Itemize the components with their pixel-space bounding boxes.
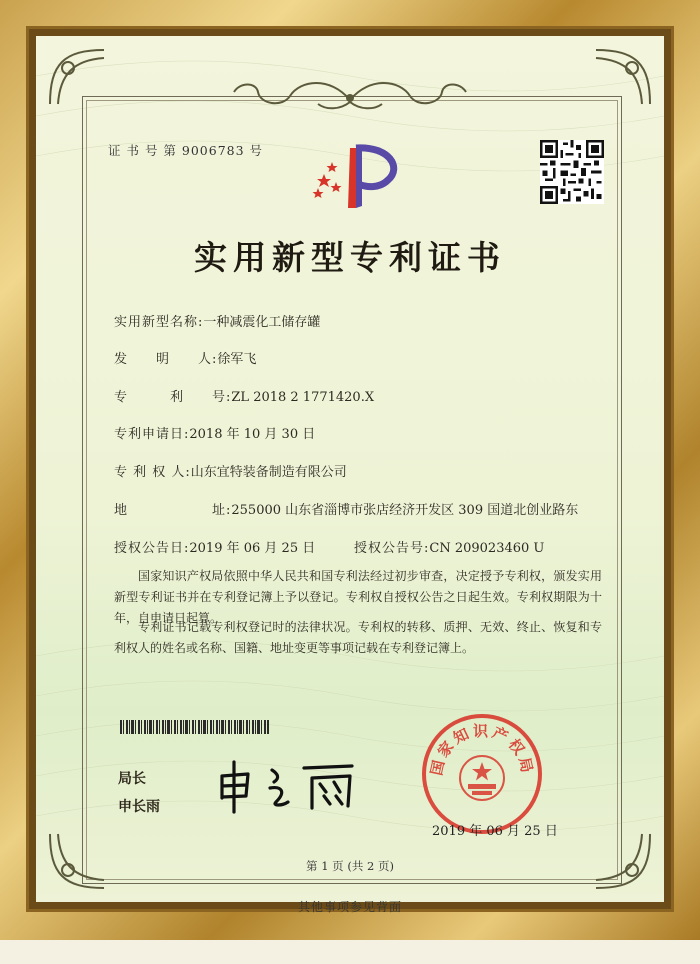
field-label: 发 明 人: bbox=[114, 352, 218, 367]
field-value: 2019 年 06 月 25 日 bbox=[189, 541, 316, 556]
field-grant-announcement-number bbox=[354, 537, 544, 556]
director-name: 申长雨 bbox=[118, 799, 160, 815]
field-value: ZL 2018 2 1771420.X bbox=[231, 390, 375, 405]
field-label: 专利申请日: bbox=[114, 427, 190, 442]
field-address bbox=[114, 499, 578, 518]
field-label: 地 址: bbox=[114, 503, 232, 518]
seal-text: 国家知识产权局 bbox=[427, 722, 537, 778]
field-patentee bbox=[114, 461, 347, 480]
director-title: 局长 bbox=[118, 771, 146, 787]
field-value: 255000 山东省淄博市张店经济开发区 309 国道北创业路东 bbox=[231, 503, 579, 518]
corner-ornament-top-left bbox=[44, 44, 114, 114]
footer-note: 其他事项参见背面 bbox=[297, 900, 402, 914]
field-patent-number bbox=[114, 386, 374, 405]
field-value: 山东宜特装备制造有限公司 bbox=[190, 465, 347, 480]
field-utility-model-name bbox=[114, 311, 320, 330]
seal-date: 2019 年 06 月 25 日 bbox=[432, 824, 558, 839]
field-application-date bbox=[114, 423, 315, 442]
field-label: 授权公告日: bbox=[114, 541, 190, 556]
paragraph-grant-statement: 国家知识产权局依照中华人民共和国专利法经过初步审查，决定授予专利权，颁发实用新型专利证书并在专利登记簿上予以登记。专利权自授权公告之日起生效。专利权期限为十年，自申请日起算。 bbox=[114, 569, 602, 625]
certificate-title: 实用新型专利证书 bbox=[194, 238, 506, 277]
certificate-number: 证 书 号 第 9006783 号 bbox=[108, 143, 264, 158]
field-value: CN 209023460 U bbox=[429, 541, 545, 556]
barcode bbox=[120, 720, 270, 734]
paragraph-legal-status: 专利证书记载专利权登记时的法律状况。专利权的转移、质押、无效、终止、恢复和专利权人的姓名或名称、国籍、地址变更等事项记载在专利登记簿上。 bbox=[114, 620, 602, 655]
top-ornament bbox=[230, 70, 470, 114]
field-label: 实用新型名称: bbox=[114, 315, 204, 330]
field-value: 徐军飞 bbox=[217, 352, 257, 367]
director-signature bbox=[212, 756, 362, 816]
patent-office-logo bbox=[310, 140, 410, 212]
field-label: 专 利 权 人: bbox=[114, 465, 191, 480]
field-value: 一种减震化工储存罐 bbox=[203, 315, 321, 330]
qr-code bbox=[540, 140, 604, 204]
field-inventor bbox=[114, 348, 256, 367]
field-label: 专 利 号: bbox=[114, 390, 232, 405]
field-value: 2018 年 10 月 30 日 bbox=[189, 427, 316, 442]
corner-ornament-top-right bbox=[586, 44, 656, 114]
page-number: 第 1 页 (共 2 页) bbox=[306, 859, 394, 873]
field-label: 授权公告号: bbox=[354, 541, 430, 556]
official-seal bbox=[420, 712, 544, 836]
field-grant-announcement-date bbox=[114, 537, 315, 556]
